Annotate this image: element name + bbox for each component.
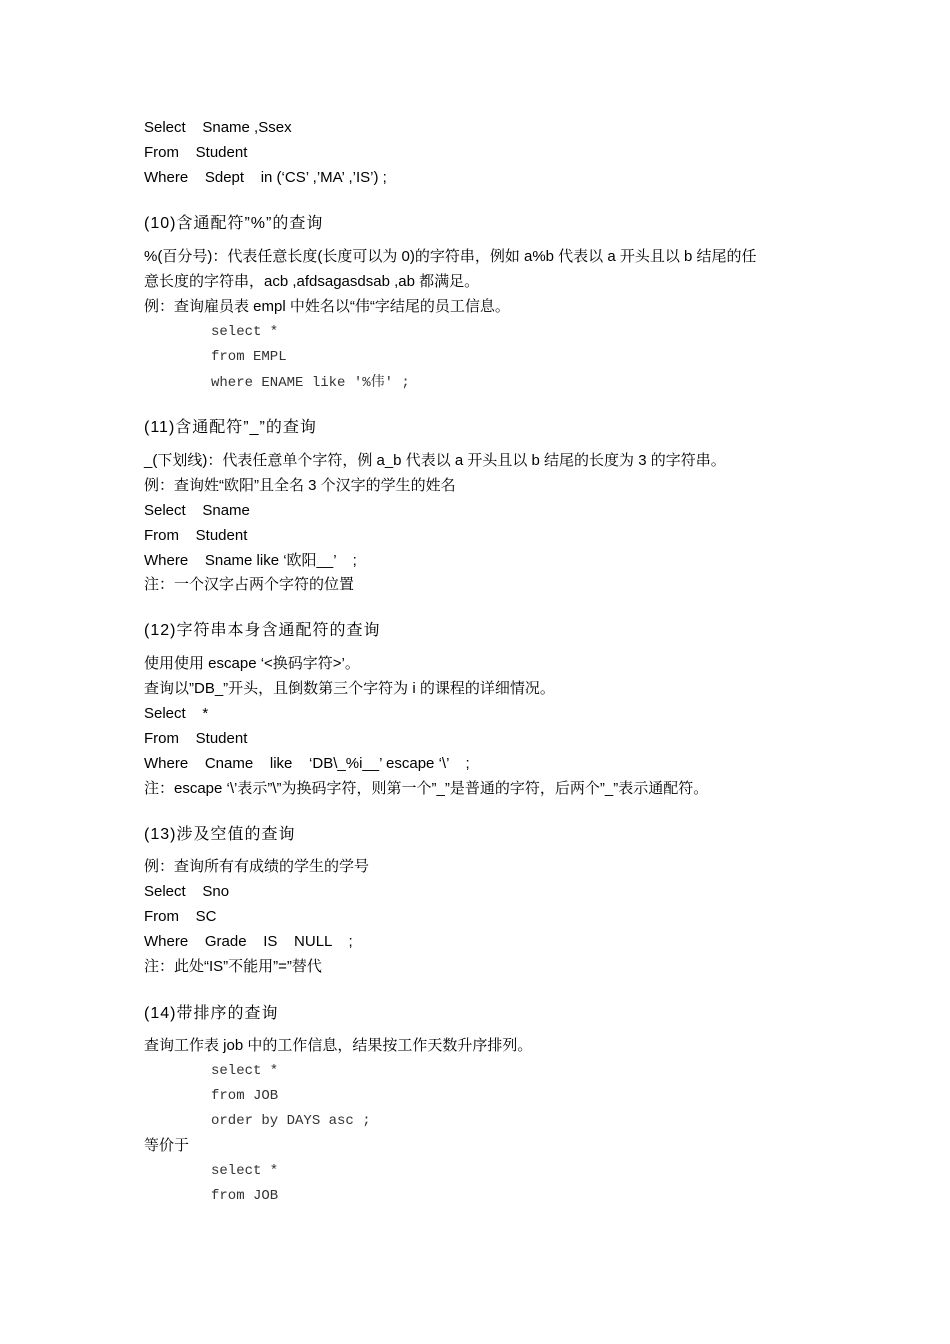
sql-line: Select *: [144, 705, 209, 722]
code-line: select *: [211, 1163, 279, 1179]
paragraph-line: 查询工作表 job 中的工作信息，结果按工作天数升序排列。: [144, 1037, 533, 1054]
section-heading: (11)含通配符”_”的查询: [144, 419, 317, 436]
paragraph-line: 查询以”DB_”开头，且倒数第三个字符为 i 的课程的详细情况。: [144, 680, 555, 697]
sql-line: From Student: [144, 730, 248, 747]
sql-line: Where Sname like ‘欧阳__’ ;: [144, 552, 357, 569]
note-line: 注：一个汉字占两个字符的位置: [144, 576, 355, 593]
code-line: select *: [211, 1063, 279, 1079]
code-line: from EMPL: [211, 349, 287, 365]
section-heading: (13)涉及空值的查询: [144, 826, 296, 843]
sql-line: Where Cname like ‘DB\_%i__’ escape ‘\’ ;: [144, 755, 470, 772]
note-line: 注：此处“IS”不能用”=”替代: [144, 958, 322, 975]
paragraph-line: 意长度的字符串，acb ,afdsagasdsab ,ab 都满足。: [144, 273, 480, 290]
sql-line: Select Sname: [144, 502, 250, 519]
example-line: 例：查询雇员表 empl 中姓名以“伟“字结尾的员工信息。: [144, 298, 510, 315]
code-line: select *: [211, 324, 279, 340]
section-heading: (12)字符串本身含通配符的查询: [144, 622, 381, 639]
code-line: from JOB: [211, 1088, 279, 1104]
sql-line: Where Sdept in (‘CS’ ,’MA’ ,’IS’) ;: [144, 169, 387, 186]
code-line: order by DAYS asc ;: [211, 1113, 371, 1129]
section-heading: (14)带排序的查询: [144, 1005, 279, 1022]
paragraph-line: 等价于: [144, 1137, 190, 1154]
paragraph-line: %(百分号)：代表任意长度(长度可以为 0)的字符串，例如 a%b 代表以 a 开头且以 b 结尾的任: [144, 248, 757, 265]
example-line: 例：查询姓“欧阳”且全名 3 个汉字的学生的姓名: [144, 477, 456, 494]
paragraph-line: _(下划线)：代表任意单个字符，例 a_b 代表以 a 开头且以 b 结尾的长度为 3 的字符串。: [144, 452, 726, 469]
sql-line: From SC: [144, 908, 217, 925]
sql-line: Select Sname ,Ssex: [144, 119, 292, 136]
section-heading: (10)含通配符”%”的查询: [144, 215, 324, 232]
sql-line: Select Sno: [144, 883, 230, 900]
sql-line: From Student: [144, 527, 248, 544]
sql-line: From Student: [144, 144, 248, 161]
note-line: 注：escape ‘\’表示”\”为换码字符，则第一个”_”是普通的字符，后两个”_”表示通配符。: [144, 780, 709, 797]
code-line: from JOB: [211, 1188, 279, 1204]
code-line: where ENAME like '%伟' ;: [211, 375, 410, 391]
sql-line: Where Grade IS NULL ;: [144, 933, 353, 950]
example-line: 例：查询所有有成绩的学生的学号: [144, 858, 370, 875]
paragraph-line: 使用使用 escape ‘<换码字符>’。: [144, 655, 360, 672]
